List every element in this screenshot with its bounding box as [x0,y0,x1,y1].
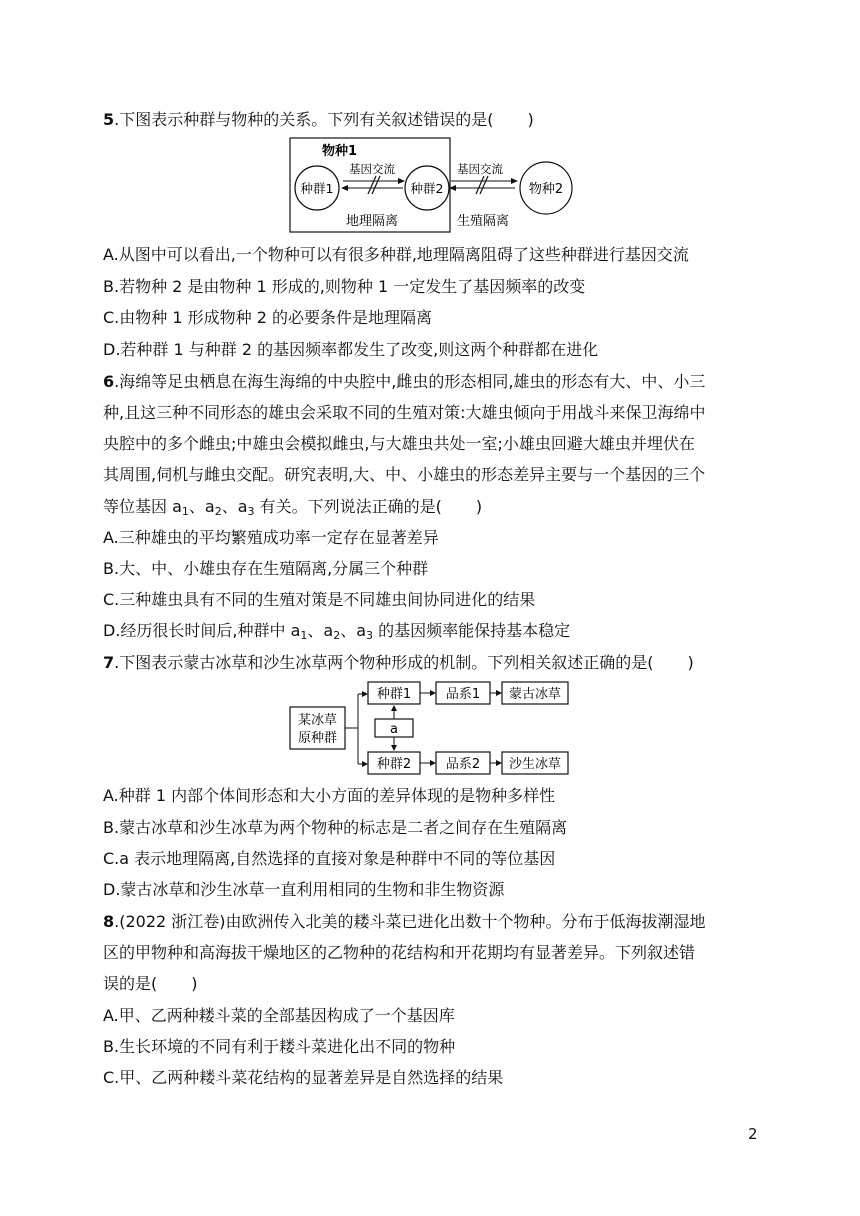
q6-stem-line-4: 其周围,伺机与雌虫交配。研究表明,大、中、小雄虫的形态差异主要与一个基因的三个 [103,465,706,484]
q7-diagram [288,680,572,778]
q7-option-b: B.蒙古冰草和沙生冰草为两个物种的标志是二者之间存在生殖隔离 [103,818,568,837]
q8-option-c: C.甲、乙两种耧斗菜花结构的显著差异是自然选择的结果 [103,1068,504,1087]
q5-stem: 5.下图表示种群与物种的关系。下列有关叙述错误的是( ) [103,110,534,129]
q8-option-b: B.生长环境的不同有利于耧斗菜进化出不同的物种 [103,1037,456,1056]
q6-option-a: A.三种雄虫的平均繁殖成功率一定存在显著差异 [103,528,439,547]
origin-population-label-1: 某冰草 [297,713,338,728]
population2-label: 种群2 [376,757,412,772]
page-number: 2 [748,1125,758,1143]
q5-stem-text: .下图表示种群与物种的关系。下列有关叙述错误的是( [114,110,494,129]
line2-label: 品系2 [445,757,481,772]
q5-option-d: D.若种群 1 与种群 2 的基因频率都发生了改变,则这两个种群都在进化 [103,340,599,359]
species-desert-label: 沙生冰草 [508,757,562,772]
population1-label: 种群1 [300,181,334,196]
block-mark-1 [368,176,376,194]
q6-option-b: B.大、中、小雄虫存在生殖隔离,分属三个种群 [103,559,429,578]
q5-option-c: C.由物种 1 形成物种 2 的必要条件是地理隔离 [103,308,432,327]
q8-stem-line-3: 误的是( ) [103,974,198,993]
species-mongolian-label: 蒙古冰草 [508,687,562,702]
q6-stem-line-5: 等位基因 $a_1$、$a_2$、$a_3$ 有关。下列说法正确的是( ) [103,497,483,518]
q8-stem-line-1: 8.(2022 浙江卷)由欧洲传入北美的耧斗菜已进化出数十个物种。分布于低海拔潮湿地 [103,912,706,931]
q6-option-d: D.经历很长时间后,种群中 $a_1$、$a_2$、$a_3$ 的基因频率能保持基本稳定 [103,621,571,642]
line1-label: 品系1 [445,687,481,702]
q8-stem-line-2: 区的甲物种和高海拔干燥地区的乙物种的花结构和开花期均有显著差异。下列叙述错 [103,943,696,962]
q5-option-b: B.若物种 2 是由物种 1 形成的,则物种 1 一定发生了基因频率的改变 [103,277,586,296]
q7-option-a: A.种群 1 内部个体间形态和大小方面的差异体现的是物种多样性 [103,786,556,805]
species1-label: 物种1 [322,144,358,159]
origin-population-label-2: 原种群 [297,731,338,746]
q7-option-c: C.a 表示地理隔离,自然选择的直接对象是种群中不同的等位基因 [103,849,556,868]
population2-label: 种群2 [410,181,444,196]
q6-option-c: C.三种雄虫具有不同的生殖对策是不同雄虫间协同进化的结果 [103,590,536,609]
population1-label: 种群1 [376,687,412,702]
q7-stem: 7.下图表示蒙古冰草和沙生冰草两个物种形成的机制。下列相关叙述正确的是( ) [103,653,694,672]
block-mark-2 [476,176,484,194]
q5-option-a: A.从图中可以看出,一个物种可以有很多种群,地理隔离阻碍了这些种群进行基因交流 [103,245,689,264]
q7-number: 7 [103,653,115,672]
isolation-a-label: a [390,722,398,737]
gene-flow-label-2: 基因交流 [457,162,503,176]
q7-option-d: D.蒙古冰草和沙生冰草一直利用相同的生物和非生物资源 [103,880,505,899]
species2-label: 物种2 [528,182,564,197]
q8-source: .(2022 浙江卷) [114,912,226,931]
q6-stem-line-3: 央腔中的多个雌虫;中雄虫会模拟雌虫,与大雄虫共处一室;小雄虫回避大雄虫并埋伏在 [103,434,695,453]
gene-flow-label-1: 基因交流 [349,162,395,176]
q8-option-a: A.甲、乙两种耧斗菜的全部基因构成了一个基因库 [103,1006,455,1025]
repro-isolation-label: 生殖隔离 [456,214,510,229]
q5-diagram [288,136,578,234]
q8-number: 8 [103,912,115,931]
q5-number: 5 [103,110,115,129]
q6-stem-line-1: 6.海绵等足虫栖息在海生海绵的中央腔中,雌虫的形态相同,雄虫的形态有大、中、小三 [103,372,706,391]
q6-number: 6 [103,372,115,391]
q6-stem-line-2: 种,且这三种不同形态的雄虫会采取不同的生殖对策:大雄虫倾向于用战斗来保卫海绵中 [103,403,706,422]
geo-isolation-label: 地理隔离 [345,214,399,229]
